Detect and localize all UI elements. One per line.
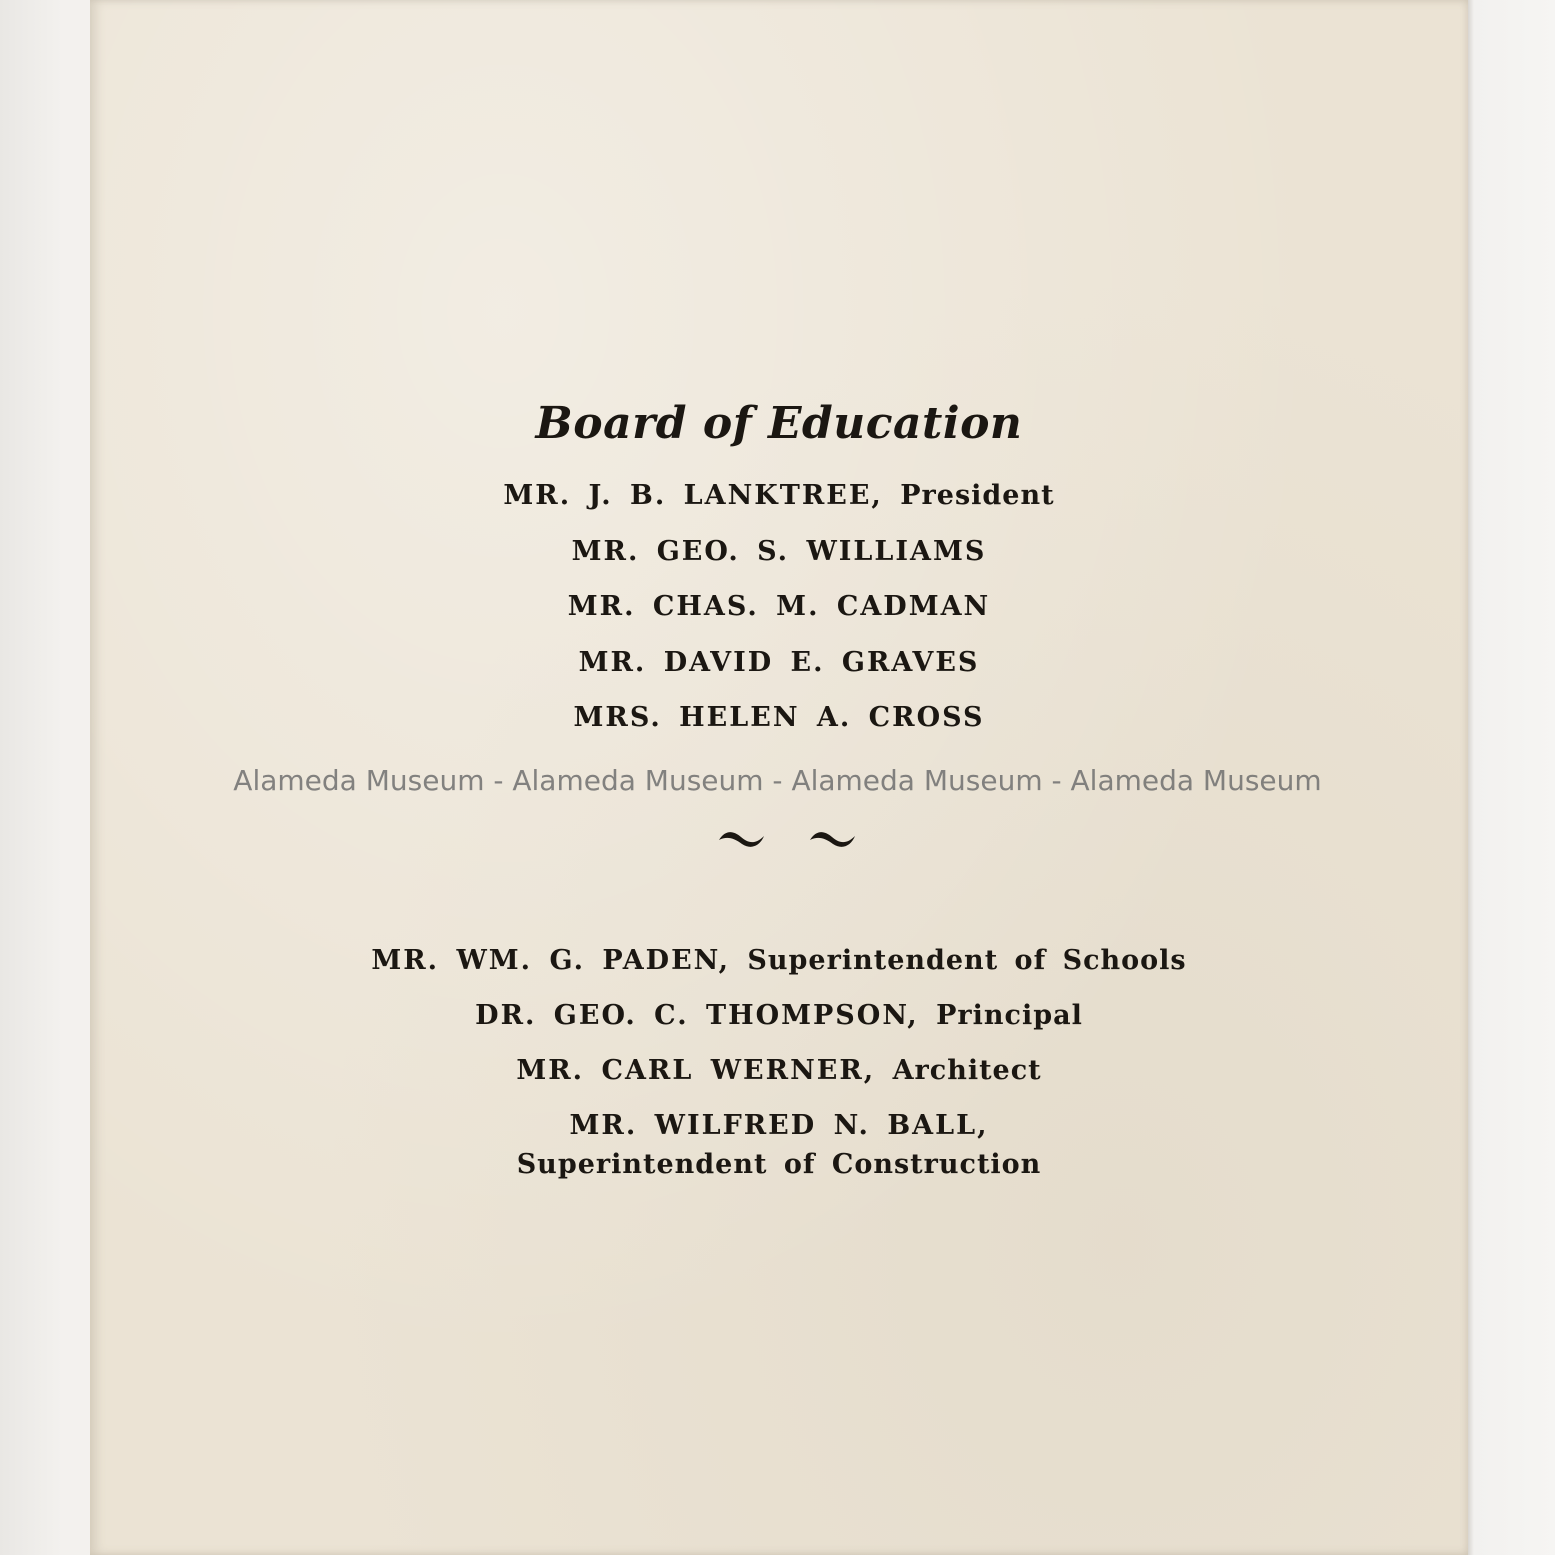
official-4 [90,1110,1468,1141]
board-member-name: MRS. HELEN A. CROSS [573,702,985,733]
official-name: DR. GEO. C. THOMPSON, [475,1000,919,1031]
official-role: Architect [892,1055,1042,1086]
official-name: MR. WM. G. PADEN, [371,945,731,976]
official-role: Superintendent of Construction [516,1149,1042,1180]
official-1 [90,945,1468,976]
board-member-name: MR. J. B. LANKTREE, [503,480,883,511]
official-3 [90,1055,1468,1086]
board-member-5 [90,702,1468,733]
tilde-flourish-icon [717,826,767,852]
board-member-name: MR. CHAS. M. CADMAN [567,591,991,622]
board-member-2 [90,536,1468,567]
board-member-1 [90,480,1468,511]
tilde-flourish-icon [808,826,858,852]
official-role: Superintendent of Schools [747,945,1187,976]
page-title: Board of Education [535,398,1023,449]
official-4-role [90,1149,1468,1180]
board-member-4 [90,647,1468,678]
board-member-role: President [900,480,1055,511]
board-member-name: MR. DAVID E. GRAVES [578,647,980,678]
watermark: Alameda Museum - Alameda Museum - Alameda Museum - Alameda Museum [233,764,1322,797]
official-name: MR. WILFRED N. BALL, [569,1110,989,1141]
board-member-name: MR. GEO. S. WILLIAMS [571,536,987,567]
official-2 [90,1000,1468,1031]
board-member-3 [90,591,1468,622]
official-role: Principal [936,1000,1083,1031]
official-name: MR. CARL WERNER, [516,1055,876,1086]
